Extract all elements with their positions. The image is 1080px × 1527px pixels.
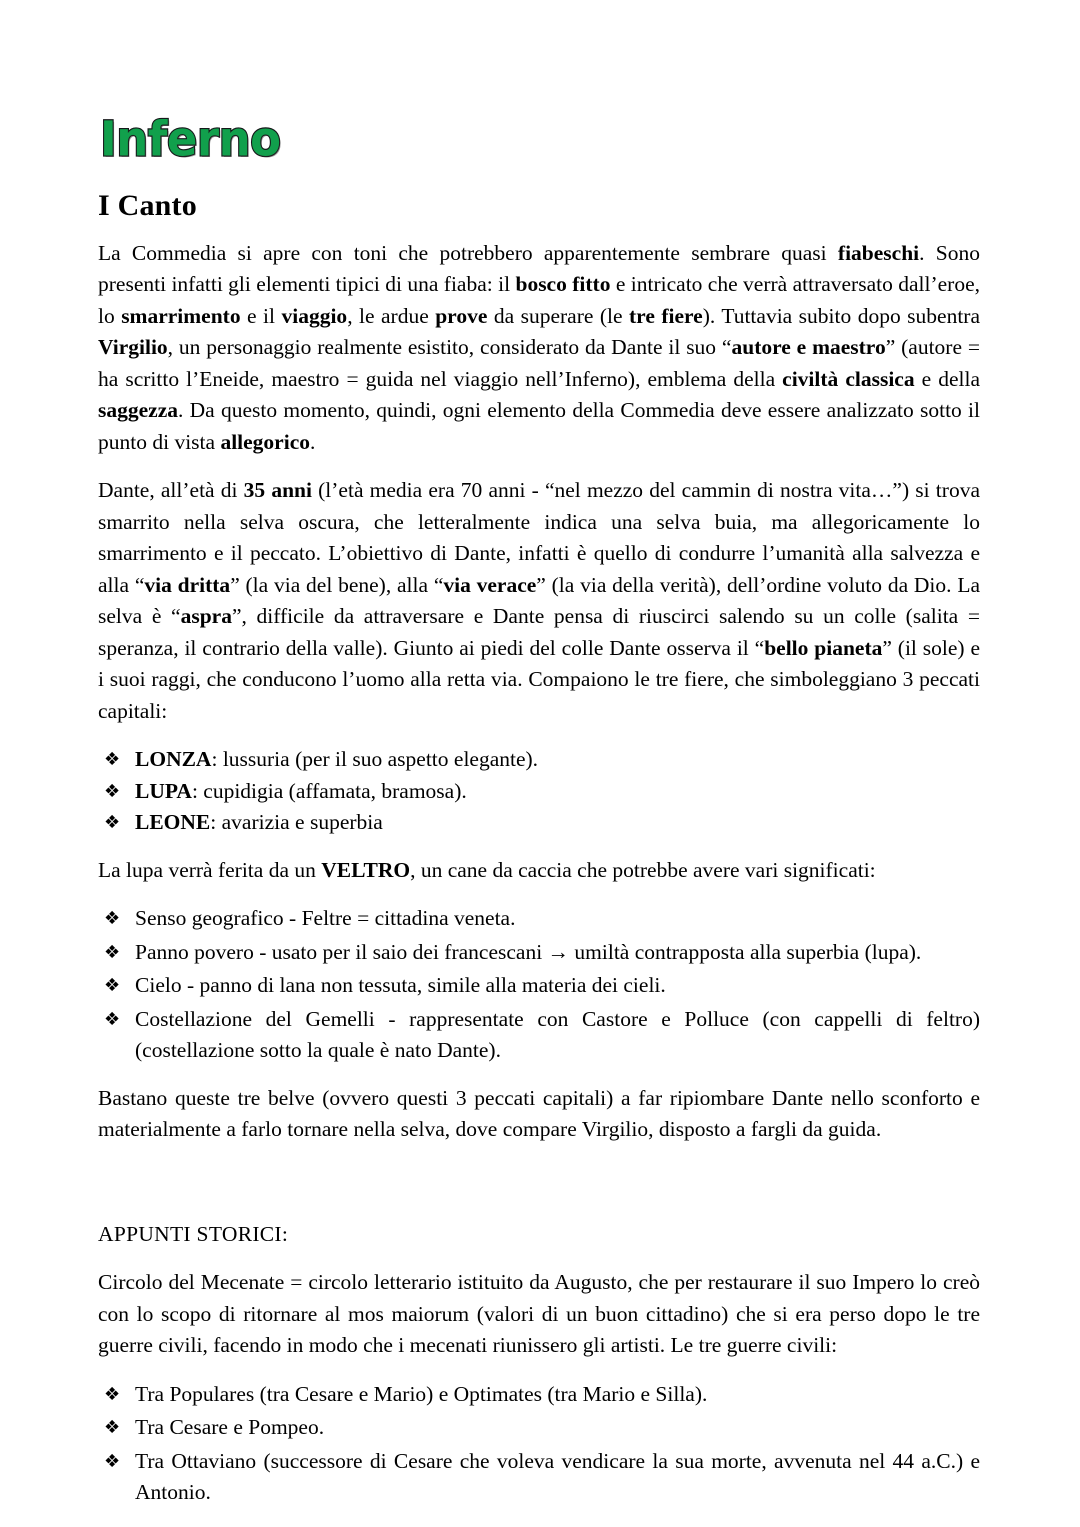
list-item-label: Senso geografico - Feltre = cittadina veneta. bbox=[135, 906, 516, 930]
paragraph-veltro: La lupa verrà ferita da un VELTRO, un cane da caccia che potrebbe avere vari significati: bbox=[98, 857, 876, 882]
diamond-bullet-icon: ❖ bbox=[104, 1008, 121, 1030]
emphasis-text: civiltà classica bbox=[782, 366, 915, 391]
list-item bbox=[98, 1004, 980, 1067]
list-item bbox=[98, 1446, 980, 1509]
diamond-bullet-icon: ❖ bbox=[104, 908, 121, 929]
emphasis-text: prove bbox=[435, 303, 488, 328]
emphasis-text: viaggio bbox=[281, 303, 348, 328]
list-tre-fiere bbox=[98, 744, 980, 839]
list-item bbox=[98, 744, 980, 776]
list-item bbox=[98, 1412, 980, 1444]
emphasis-text: aspra bbox=[180, 604, 232, 628]
paragraph-dante-selva-oscura: Dante, all’età di 35 anni (l’età media era 70 anni - “nel mezzo del cammin di nostra vita…”) si trova smarrito nella selva oscura, che letteralmente indica una selva buia, ma allegoricamente lo smarrimento e il peccato. L’obiettivo di Dante, infatti è quello di condurre l’umanità alla salvezza e alla “via dritta” (la via del bene), alla “via verace” (la via della verità), dell’ordine voluto da Dio. La selva è “aspra”, difficile da attraversare e Dante pensa di riuscirci salendo su un colle (salita = speranza, il contrario della valle). Giunto ai piedi del colle Dante osserva il “bello pianeta” (il sole) e i suoi raggi, che conducono l’uomo alla retta via. Compaiono le tre fiere, che simboleggiano 3 peccati capitali: bbox=[98, 478, 980, 723]
emphasis-text: LONZA bbox=[135, 747, 212, 771]
diamond-bullet-icon: ❖ bbox=[104, 780, 121, 802]
list-guerre-civili bbox=[98, 1379, 980, 1509]
list-item bbox=[98, 903, 980, 935]
paragraph-circolo-mecenate: Circolo del Mecenate = circolo letterario istituito da Augusto, che per restaurare il suo Impero lo creò con lo scopo di ritornare al mos maiorum (valori di un buon cittadino) che si era perso dopo le tre guerre civili, facendo in modo che i mecenati riunissero gli artisti. Le tre guerre civili: bbox=[98, 1270, 980, 1357]
emphasis-text: bello pianeta bbox=[764, 635, 883, 660]
section-spacer bbox=[98, 1163, 980, 1219]
diamond-bullet-icon: ❖ bbox=[104, 749, 121, 770]
list-item-label: Cielo - panno di lana non tessuta, simile alla materia dei cieli. bbox=[135, 973, 666, 997]
list-item-label: Costellazione del Gemelli - rappresentate con Castore e Polluce (con cappelli di feltro) (costellazione sotto la quale è nato Dante). bbox=[135, 1006, 980, 1062]
emphasis-text: VELTRO bbox=[321, 857, 411, 882]
list-item-label: LONZA: lussuria (per il suo aspetto elegante). bbox=[135, 747, 539, 771]
list-item-label: Tra Cesare e Pompeo. bbox=[135, 1415, 325, 1439]
emphasis-text: autore e maestro bbox=[731, 335, 886, 359]
paragraph-commedia-fiabeschi: La Commedia si apre con toni che potrebbero apparentemente sembrare quasi fiabeschi. Sono presenti infatti gli elementi tipici di una fiaba: il bosco fitto e intricato che verrà attraversato dall’eroe, lo smarrimento e il viaggio, le ardue prove da superare (le tre fiere). Tuttavia subito dopo subentra Virgilio, un personaggio realmente esistito, considerato da Dante il suo “autore e maestro” (autore = ha scritto l’Eneide, maestro = guida nel viaggio nell’Inferno), emblema della civiltà classica e della saggezza. Da questo momento, quindi, ogni elemento della Commedia deve essere analizzato sotto il punto di vista allegorico. bbox=[98, 240, 981, 454]
list-item bbox=[98, 937, 980, 969]
diamond-bullet-icon: ❖ bbox=[104, 975, 121, 996]
section-heading-i-canto: I Canto bbox=[98, 189, 197, 222]
list-item bbox=[98, 776, 980, 808]
diamond-bullet-icon: ❖ bbox=[104, 1450, 121, 1472]
emphasis-text: 35 anni bbox=[243, 478, 312, 502]
emphasis-text: LEONE bbox=[135, 810, 211, 834]
diamond-bullet-icon: ❖ bbox=[104, 1417, 121, 1438]
diamond-bullet-icon: ❖ bbox=[104, 812, 121, 833]
list-item-label: LUPA: cupidigia (affamata, bramosa). bbox=[135, 778, 467, 803]
diamond-bullet-icon: ❖ bbox=[104, 1383, 121, 1405]
list-item bbox=[98, 970, 980, 1002]
list-veltro-significati bbox=[98, 903, 980, 1067]
emphasis-text: saggezza bbox=[98, 398, 178, 422]
document-title: Inferno bbox=[100, 111, 281, 168]
emphasis-text: via verace bbox=[443, 572, 537, 597]
title-block bbox=[98, 111, 980, 168]
list-item bbox=[98, 807, 980, 839]
paragraph-tre-belve-sconforto: Bastano queste tre belve (ovvero questi 3 peccati capitali) a far ripiombare Dante nello sconforto e materialmente a farlo tornare nella selva, dove compare Virgilio, disposto a fargli da guida. bbox=[98, 1085, 980, 1141]
emphasis-text: smarrimento bbox=[121, 303, 241, 328]
list-item-label: Panno povero - usato per il saio dei francescani → umiltà contrapposta alla superbia (lupa). bbox=[135, 939, 922, 964]
emphasis-text: Virgilio bbox=[98, 335, 168, 359]
emphasis-text: allegorico bbox=[220, 429, 310, 454]
appunti-storici-heading: APPUNTI STORICI: bbox=[98, 1221, 289, 1246]
document-content bbox=[98, 111, 981, 1525]
emphasis-text: fiabeschi bbox=[837, 240, 920, 265]
list-item-label: Tra Ottaviano (successore di Cesare che voleva vendicare la sua morte, avvenuta nel 44 a.C.) e Antonio. bbox=[135, 1448, 980, 1504]
emphasis-text: bosco fitto bbox=[515, 272, 611, 296]
emphasis-text: tre fiere bbox=[629, 303, 703, 328]
emphasis-text: via dritta bbox=[144, 572, 231, 597]
list-item-label: LEONE: avarizia e superbia bbox=[135, 810, 383, 834]
list-item-label: Tra Populares (tra Cesare e Mario) e Optimates (tra Mario e Silla). bbox=[135, 1381, 708, 1406]
diamond-bullet-icon: ❖ bbox=[104, 941, 121, 963]
emphasis-text: LUPA bbox=[135, 778, 192, 803]
list-item bbox=[98, 1379, 980, 1411]
